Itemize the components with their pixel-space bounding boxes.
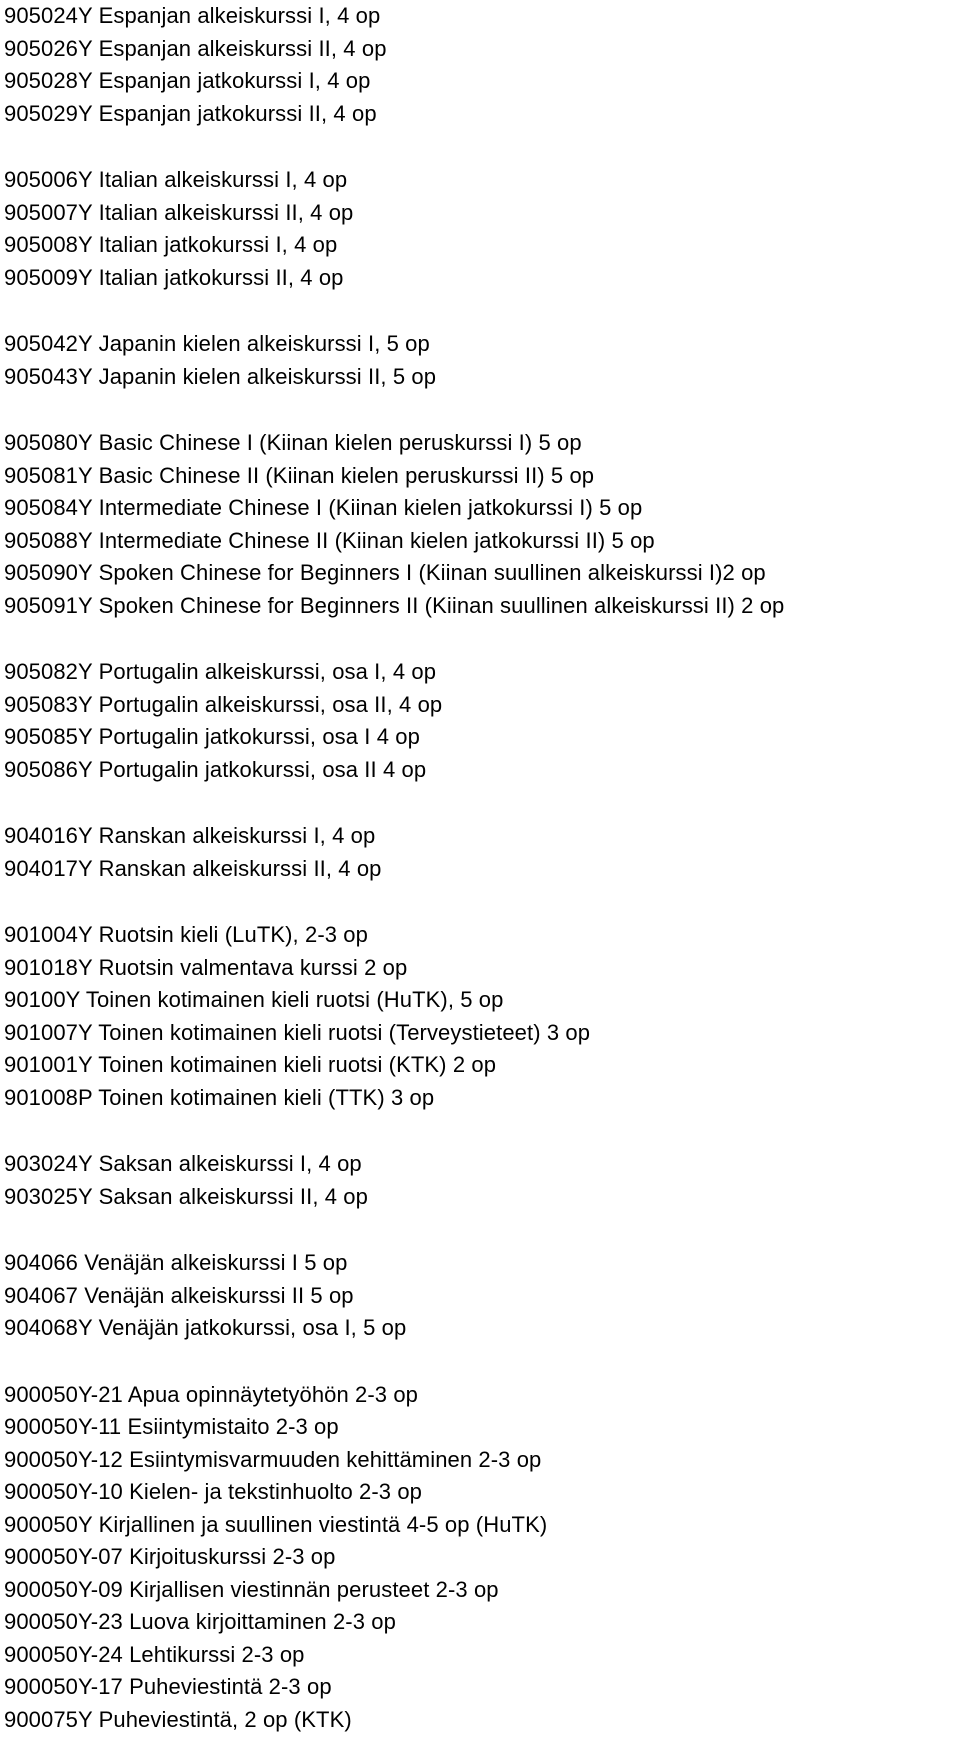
course-line: 905026Y Espanjan alkeiskurssi II, 4 op bbox=[4, 35, 387, 61]
course-line: 905084Y Intermediate Chinese I (Kiinan kielen jatkokurssi I) 5 op bbox=[4, 495, 643, 520]
course-group-russian bbox=[4, 1247, 960, 1345]
course-line: 905091Y Spoken Chinese for Beginners II (Kiinan suullinen alkeiskurssi II) 2 op bbox=[4, 592, 785, 618]
course-line: 904016Y Ranskan alkeiskurssi I, 4 op bbox=[4, 823, 376, 848]
course-line: 903024Y Saksan alkeiskurssi I, 4 op bbox=[4, 1151, 362, 1176]
course-line: 905083Y Portugalin alkeiskurssi, osa II, 4 op bbox=[4, 691, 443, 717]
course-line: 905086Y Portugalin jatkokurssi, osa II 4 op bbox=[4, 756, 427, 782]
course-line: 905028Y Espanjan jatkokurssi I, 4 op bbox=[4, 68, 371, 93]
course-line: 901007Y Toinen kotimainen kieli ruotsi (Terveystieteet) 3 op bbox=[4, 1019, 591, 1045]
course-line: 901018Y Ruotsin valmentava kurssi 2 op bbox=[4, 954, 408, 980]
course-line: 904017Y Ranskan alkeiskurssi II, 4 op bbox=[4, 855, 382, 881]
course-line: 905043Y Japanin kielen alkeiskurssi II, 5 op bbox=[4, 363, 437, 389]
course-line: 900050Y-09 Kirjallisen viestinnän perusteet 2-3 op bbox=[4, 1576, 499, 1602]
course-line: 905042Y Japanin kielen alkeiskurssi I, 5 op bbox=[4, 331, 430, 356]
course-group-spanish bbox=[4, 0, 960, 130]
course-group-japanese bbox=[4, 328, 960, 393]
course-line: 900050Y-07 Kirjoituskurssi 2-3 op bbox=[4, 1544, 336, 1569]
course-line: 900050Y-17 Puheviestintä 2-3 op bbox=[4, 1674, 332, 1699]
course-group-communication bbox=[4, 1379, 960, 1737]
course-line: 900050Y-10 Kielen- ja tekstinhuolto 2-3 op bbox=[4, 1479, 423, 1504]
course-line: 900050Y-12 Esiintymisvarmuuden kehittäminen 2-3 op bbox=[4, 1446, 542, 1472]
course-line: 905080Y Basic Chinese I (Kiinan kielen peruskurssi I) 5 op bbox=[4, 430, 582, 455]
course-group-swedish bbox=[4, 919, 960, 1114]
course-line: 904068Y Venäjän jatkokurssi, osa I, 5 op bbox=[4, 1315, 407, 1340]
course-line: 900050Y-21 Apua opinnäytetyöhön 2-3 op bbox=[4, 1381, 419, 1407]
course-line: 905088Y Intermediate Chinese II (Kiinan kielen jatkokurssi II) 5 op bbox=[4, 527, 655, 553]
course-line: 905024Y Espanjan alkeiskurssi I, 4 op bbox=[4, 3, 381, 28]
course-line: 905082Y Portugalin alkeiskurssi, osa I, 4 op bbox=[4, 659, 437, 684]
course-line: 900050Y-24 Lehtikurssi 2-3 op bbox=[4, 1641, 305, 1667]
course-group-portuguese bbox=[4, 656, 960, 786]
course-line: 901004Y Ruotsin kieli (LuTK), 2-3 op bbox=[4, 922, 368, 947]
course-line: 905081Y Basic Chinese II (Kiinan kielen peruskurssi II) 5 op bbox=[4, 462, 595, 488]
course-line: 905090Y Spoken Chinese for Beginners I (Kiinan suullinen alkeiskurssi I)2 op bbox=[4, 560, 766, 585]
course-line: 903025Y Saksan alkeiskurssi II, 4 op bbox=[4, 1183, 368, 1209]
course-group-french bbox=[4, 820, 960, 885]
course-group-german bbox=[4, 1148, 960, 1213]
course-line: 900050Y Kirjallinen ja suullinen viestintä 4-5 op (HuTK) bbox=[4, 1511, 548, 1537]
course-line: 904066 Venäjän alkeiskurssi I 5 op bbox=[4, 1250, 348, 1275]
course-line: 905029Y Espanjan jatkokurssi II, 4 op bbox=[4, 100, 377, 126]
course-line: 905085Y Portugalin jatkokurssi, osa I 4 op bbox=[4, 724, 420, 749]
course-line: 905006Y Italian alkeiskurssi I, 4 op bbox=[4, 167, 348, 192]
course-line: 900050Y-11 Esiintymistaito 2-3 op bbox=[4, 1414, 339, 1439]
course-line: 901008P Toinen kotimainen kieli (TTK) 3 op bbox=[4, 1084, 435, 1110]
course-line: 901001Y Toinen kotimainen kieli ruotsi (KTK) 2 op bbox=[4, 1052, 497, 1077]
course-line: 904067 Venäjän alkeiskurssi II 5 op bbox=[4, 1282, 354, 1308]
course-line: 905009Y Italian jatkokurssi II, 4 op bbox=[4, 264, 344, 290]
course-group-chinese bbox=[4, 427, 960, 622]
course-line: 90100Y Toinen kotimainen kieli ruotsi (HuTK), 5 op bbox=[4, 987, 504, 1012]
course-group-italian bbox=[4, 164, 960, 294]
course-line: 900075Y Puheviestintä, 2 op (KTK) bbox=[4, 1706, 352, 1732]
course-line: 905007Y Italian alkeiskurssi II, 4 op bbox=[4, 199, 354, 225]
course-line: 900050Y-23 Luova kirjoittaminen 2-3 op bbox=[4, 1609, 396, 1634]
course-line: 905008Y Italian jatkokurssi I, 4 op bbox=[4, 232, 338, 257]
